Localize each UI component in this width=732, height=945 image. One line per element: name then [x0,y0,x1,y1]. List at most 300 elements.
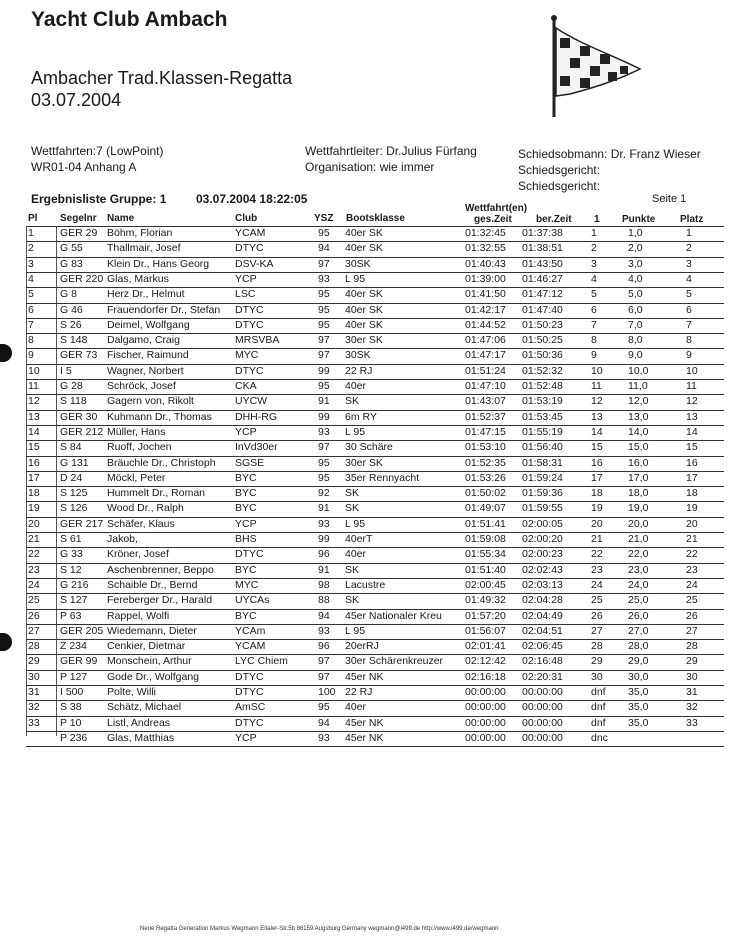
row-segelnr: S 127 [60,594,88,607]
row-ysz: 99 [318,533,330,545]
row-segelnr: G 131 [60,456,89,469]
row-club: CKA [235,380,257,392]
table-row [0,456,732,471]
row-ysz: 96 [318,548,330,561]
row-ysz: 97 [318,670,330,683]
row-bootsklasse: L 95 [345,425,366,438]
col-ysz: YSZ [314,213,334,224]
row-bootsklasse: SK [345,563,360,576]
row-ysz: 93 [318,272,330,285]
row-segelnr: G 33 [60,548,83,561]
row-club: DTYC [235,686,264,698]
row-pl: 2 [28,242,34,255]
row-club: MYC [235,578,259,591]
table-row [0,348,732,363]
row-name: Glas, Matthias [107,731,175,744]
row-race-1: 9 [591,349,597,362]
row-club: AmSC [235,701,266,714]
col-name: Name [107,213,135,224]
row-ysz: 93 [318,425,330,438]
row-club: YCP [235,731,257,744]
row-bootsklasse: 40erT [345,533,373,545]
col-segelnr: Segelnr [60,213,97,224]
col-ber-zeit: ber.Zeit [536,214,572,225]
row-ges-zeit: 01:50:02 [465,487,506,500]
col-punkte: Punkte [622,214,656,225]
row-ber-zeit: 01:59:24 [522,471,563,484]
row-platz: 33 [686,716,698,729]
row-club: BYC [235,487,257,500]
row-ysz: 95 [318,227,330,239]
row-ges-zeit: 00:00:00 [465,686,506,698]
row-ges-zeit: 01:53:26 [465,471,506,484]
row-platz: 14 [686,425,698,438]
row-punkte: 4,0 [628,272,643,285]
row-race-1: 20 [591,517,603,530]
row-pl: 10 [28,364,40,377]
row-platz: 22 [686,548,698,561]
row-ber-zeit: 00:00:00 [522,716,563,729]
organisation-info: Organisation: wie immer [305,160,435,174]
row-club: LSC [235,288,256,301]
row-platz: 10 [686,364,698,377]
row-pl: 33 [28,716,40,729]
row-ber-zeit: 02:04:51 [522,624,563,637]
row-ysz: 91 [318,563,330,576]
row-punkte: 18,0 [628,487,649,500]
row-platz: 30 [686,670,698,683]
row-ber-zeit: 02:00:23 [522,548,563,561]
table-row [0,593,732,608]
row-pl: 26 [28,609,40,622]
row-ber-zeit: 01:52:32 [522,364,563,377]
table-row [0,563,732,578]
row-ges-zeit: 01:43:07 [465,395,506,408]
row-name: Herz Dr., Helmut [107,288,185,301]
row-punkte: 25,0 [628,594,649,607]
row-punkte: 19,0 [628,502,649,515]
row-bootsklasse: 6m RY [345,410,377,423]
row-bootsklasse: 40er SK [345,242,383,255]
table-row [0,303,732,318]
leiter-info: Wettfahrtleiter: Dr.Julius Fürfang [305,144,477,158]
row-race-1: 1 [591,227,597,239]
row-punkte: 13,0 [628,410,649,423]
row-ber-zeit: 01:47:12 [522,288,563,301]
table-row [0,364,732,379]
row-platz: 29 [686,655,698,668]
row-name: Schätz, Michael [107,701,182,714]
row-ber-zeit: 01:56:40 [522,441,563,454]
row-ysz: 88 [318,594,330,607]
table-row [0,670,732,685]
row-bootsklasse: 35er Rennyacht [345,471,420,484]
row-bootsklasse: 40er SK [345,288,383,301]
table-row [0,333,732,348]
list-title: Ergebnisliste Gruppe: 1 [31,192,167,206]
row-punkte: 35,0 [628,716,649,729]
row-platz: 1 [686,227,692,239]
row-ges-zeit: 01:51:41 [465,517,506,530]
row-ber-zeit: 01:47:40 [522,303,563,316]
row-bootsklasse: 45er NK [345,716,384,729]
row-ber-zeit: 00:00:00 [522,701,563,714]
row-pl: 28 [28,640,40,653]
row-segelnr: P 63 [60,609,82,622]
row-ges-zeit: 00:00:00 [465,701,506,714]
row-club: DTYC [235,548,264,561]
row-platz: 24 [686,578,698,591]
row-segelnr: I 5 [60,364,72,377]
row-pl: 27 [28,624,40,637]
row-ysz: 95 [318,380,330,392]
row-pl: 24 [28,578,40,591]
row-ber-zeit: 01:46:27 [522,272,563,285]
row-ysz: 95 [318,456,330,469]
row-bootsklasse: 22 RJ [345,364,373,377]
row-race-1: 18 [591,487,603,500]
row-name: Schaible Dr., Bernd [107,578,198,591]
row-ges-zeit: 01:41:50 [465,288,506,301]
row-race-1: 16 [591,456,603,469]
table-top-rule [26,226,724,227]
row-club: BYC [235,609,257,622]
row-race-1: 23 [591,563,603,576]
row-segelnr: S 118 [60,395,87,408]
table-row [0,379,732,394]
row-punkte: 16,0 [628,456,649,469]
row-name: Fischer, Raimund [107,349,189,362]
table-row [0,578,732,593]
row-pl: 23 [28,563,40,576]
col-wettfahrten: Wettfahrt(en) [465,203,528,214]
row-bootsklasse: 30SK [345,349,371,362]
row-ber-zeit: 02:16:48 [522,655,563,668]
row-segelnr: GER 30 [60,410,98,423]
row-ges-zeit: 01:47:06 [465,334,506,347]
row-ges-zeit: 01:52:35 [465,456,506,469]
row-pl: 15 [28,441,40,454]
row-ges-zeit: 01:42:17 [465,303,506,316]
row-punkte: 1,0 [628,227,643,239]
info-middle [305,143,477,175]
row-segelnr: GER 99 [60,655,98,668]
table-row [0,486,732,501]
table-row [0,425,732,440]
row-ber-zeit: 01:52:48 [522,380,563,392]
row-pl: 19 [28,502,40,515]
row-ber-zeit: 01:50:23 [522,318,563,331]
row-segelnr: S 125 [60,487,88,500]
row-platz: 19 [686,502,698,515]
row-pl: 8 [28,334,34,347]
row-ysz: 94 [318,716,330,729]
row-name: Listl, Andreas [107,716,171,729]
row-name: Gagern von, Rikolt [107,395,194,408]
row-punkte: 26,0 [628,609,649,622]
table-row [0,547,732,562]
row-ysz: 92 [318,487,330,500]
row-ber-zeit: 01:43:50 [522,257,563,270]
row-ges-zeit: 00:00:00 [465,716,506,729]
row-club: YCAM [235,640,266,653]
row-ges-zeit: 01:56:07 [465,624,506,637]
row-ges-zeit: 01:51:40 [465,563,506,576]
row-ysz: 91 [318,395,330,408]
row-platz: 20 [686,517,698,530]
row-race-1: 3 [591,257,597,270]
row-ber-zeit: 02:02:43 [522,563,563,576]
row-pl: 30 [28,670,40,683]
row-ysz: 94 [318,609,330,622]
row-race-1: dnf [591,701,606,714]
row-segelnr: S 26 [60,318,82,331]
row-platz: 6 [686,303,692,316]
regatta-date: 03.07.2004 [31,90,122,110]
row-ges-zeit: 01:51:24 [465,364,506,377]
row-punkte: 23,0 [628,563,649,576]
row-race-1: 28 [591,640,603,653]
row-ysz: 95 [318,303,330,316]
row-pl: 17 [28,471,40,484]
club-title: Yacht Club Ambach [31,8,228,31]
row-ges-zeit: 01:32:55 [465,242,506,255]
row-name: Müller, Hans [107,425,166,438]
row-race-1: 15 [591,441,603,454]
row-name: Möckl, Peter [107,471,166,484]
row-bootsklasse: 30SK [345,257,371,270]
row-pl: 7 [28,318,34,331]
row-race-1: 4 [591,272,597,285]
row-bootsklasse: 20erRJ [345,640,379,653]
table-row [0,609,732,624]
row-ber-zeit: 02:00:05 [522,517,563,530]
row-club: YCAM [235,227,266,239]
row-bootsklasse: L 95 [345,272,366,285]
flag-logo [540,14,650,119]
row-segelnr: GER 205 [60,624,104,637]
row-pl: 14 [28,425,40,438]
row-ber-zeit: 01:53:45 [522,410,563,423]
row-ber-zeit: 00:00:00 [522,686,563,698]
row-punkte: 8,0 [628,334,643,347]
row-segelnr: P 127 [60,670,88,683]
row-segelnr: S 126 [60,502,88,515]
schiedsgericht-info-1: Schiedsgericht: [518,163,601,177]
row-segelnr: S 148 [60,334,88,347]
row-divider [26,746,724,747]
row-segelnr: GER 217 [60,517,104,530]
footer-text: Neue Regatta Generation Markus Wegmann Eitaler-Str.5b 86159 Augsburg Germany wegmann@i499.de http://www.i499.de/wegmann [140,926,499,932]
table-row [0,241,732,256]
row-platz: 25 [686,594,698,607]
row-ber-zeit: 01:38:51 [522,242,563,255]
row-ges-zeit: 01:47:15 [465,425,506,438]
row-club: YCAm [235,624,266,637]
table-row [0,639,732,654]
row-punkte: 29,0 [628,655,649,668]
col-bootsklasse: Bootsklasse [346,213,405,224]
row-segelnr: S 84 [60,441,82,454]
row-segelnr: S 38 [60,701,82,714]
row-ysz: 97 [318,257,330,270]
row-platz: 16 [686,456,698,469]
row-segelnr: GER 73 [60,349,98,362]
row-bootsklasse: 22 RJ [345,686,373,698]
table-row [0,517,732,532]
row-name: Frauendorfer Dr., Stefan [107,303,221,316]
row-punkte: 15,0 [628,441,649,454]
row-race-1: 30 [591,670,603,683]
row-ges-zeit: 01:44:52 [465,318,506,331]
row-platz: 28 [686,640,698,653]
row-ges-zeit: 00:00:00 [465,731,506,744]
row-club: DTYC [235,242,264,255]
row-ber-zeit: 01:55:19 [522,425,563,438]
row-name: Schröck, Josef [107,380,176,392]
row-punkte: 10,0 [628,364,649,377]
col-club: Club [235,213,258,224]
row-pl: 3 [28,257,34,270]
row-race-1: 10 [591,364,603,377]
row-punkte: 7,0 [628,318,643,331]
schiedsgericht-info-2: Schiedsgericht: [518,179,601,193]
row-pl: 29 [28,655,40,668]
row-race-1: 11 [591,380,602,392]
table-row [0,731,732,746]
row-name: Klein Dr., Hans Georg [107,257,210,270]
row-platz: 4 [686,272,692,285]
row-platz: 8 [686,334,692,347]
row-ysz: 94 [318,242,330,255]
table-row [0,287,732,302]
row-race-1: 26 [591,609,603,622]
row-race-1: 6 [591,303,597,316]
row-platz: 18 [686,487,698,500]
row-ysz: 93 [318,731,330,744]
row-segelnr: GER 29 [60,227,98,239]
row-segelnr: P 236 [60,731,88,744]
row-club: BHS [235,533,257,545]
row-race-1: 22 [591,548,603,561]
row-platz: 7 [686,318,692,331]
row-name: Wagner, Norbert [107,364,184,377]
row-name: Bräuchle Dr., Christoph [107,456,216,469]
row-platz: 23 [686,563,698,576]
wr-info: WR01-04 Anhang A [31,160,137,174]
row-segelnr: P 10 [60,716,82,729]
row-race-1: 5 [591,288,597,301]
row-punkte: 11,0 [628,380,648,392]
row-ges-zeit: 01:59:08 [465,533,506,545]
row-ysz: 93 [318,624,330,637]
regatta-title: Ambacher Trad.Klassen-Regatta [31,68,293,88]
row-ges-zeit: 02:01:41 [465,640,506,653]
row-ysz: 98 [318,578,330,591]
row-name: Hummelt Dr., Roman [107,487,206,500]
row-platz: 31 [686,686,698,698]
row-club: YCP [235,425,257,438]
row-punkte: 14,0 [628,425,649,438]
row-platz: 21 [686,533,698,545]
row-ber-zeit: 02:06:45 [522,640,563,653]
row-race-1: 13 [591,410,603,423]
row-ges-zeit: 02:16:18 [465,670,506,683]
table-row [0,624,732,639]
row-punkte: 35,0 [628,701,649,714]
row-club: DTYC [235,303,264,316]
row-platz: 2 [686,242,692,255]
row-race-1: 29 [591,655,603,668]
row-punkte: 28,0 [628,640,649,653]
row-segelnr: GER 220 [60,272,104,285]
row-bootsklasse: 40er SK [345,303,383,316]
table-row [0,532,732,547]
table-row [0,318,732,333]
row-platz: 15 [686,441,698,454]
row-segelnr: G 8 [60,288,77,301]
row-platz: 32 [686,701,698,714]
row-name: Kuhmann Dr., Thomas [107,410,212,423]
row-name: Monschein, Arthur [107,655,192,668]
row-ber-zeit: 01:50:25 [522,334,563,347]
row-pl: 11 [28,380,39,392]
row-bootsklasse: L 95 [345,517,366,530]
row-club: LYC Chiem [235,655,288,668]
row-ber-zeit: 01:37:38 [522,227,563,239]
row-ges-zeit: 01:53:10 [465,441,506,454]
row-club: DHH-RG [235,410,277,423]
row-ysz: 95 [318,701,330,714]
row-platz: 17 [686,471,698,484]
row-platz: 12 [686,395,698,408]
row-ges-zeit: 01:57:20 [465,609,506,622]
row-club: BYC [235,502,257,515]
row-punkte: 5,0 [628,288,643,301]
table-row [0,716,732,731]
row-punkte: 27,0 [628,624,649,637]
row-ysz: 97 [318,334,330,347]
row-ber-zeit: 01:53:19 [522,395,563,408]
row-bootsklasse: SK [345,487,360,500]
info-left [31,143,164,175]
row-ges-zeit: 01:40:43 [465,257,506,270]
row-punkte: 9,0 [628,349,643,362]
row-race-1: 8 [591,334,597,347]
row-pl: 21 [28,533,40,545]
row-ber-zeit: 01:58:31 [522,456,563,469]
row-ber-zeit: 02:20:31 [522,670,563,683]
row-ges-zeit: 02:12:42 [465,655,506,668]
row-ges-zeit: 01:32:45 [465,227,506,239]
row-name: Rappel, Wolfi [107,609,170,622]
row-pl: 16 [28,456,40,469]
row-pl: 12 [28,395,40,408]
row-ges-zeit: 01:49:07 [465,502,506,515]
row-club: DTYC [235,364,264,377]
row-bootsklasse: 45er Nationaler Kreu [345,609,442,622]
row-bootsklasse: 45er NK [345,731,384,744]
row-punkte: 12,0 [628,395,649,408]
row-ges-zeit: 01:49:32 [465,594,506,607]
row-ysz: 95 [318,318,330,331]
row-segelnr: G 28 [60,380,83,392]
row-race-1: 17 [591,471,603,484]
row-bootsklasse: SK [345,502,360,515]
row-platz: 26 [686,609,698,622]
row-name: Aschenbrenner, Beppo [107,563,214,576]
row-name: Wiedemann, Dieter [107,624,197,637]
